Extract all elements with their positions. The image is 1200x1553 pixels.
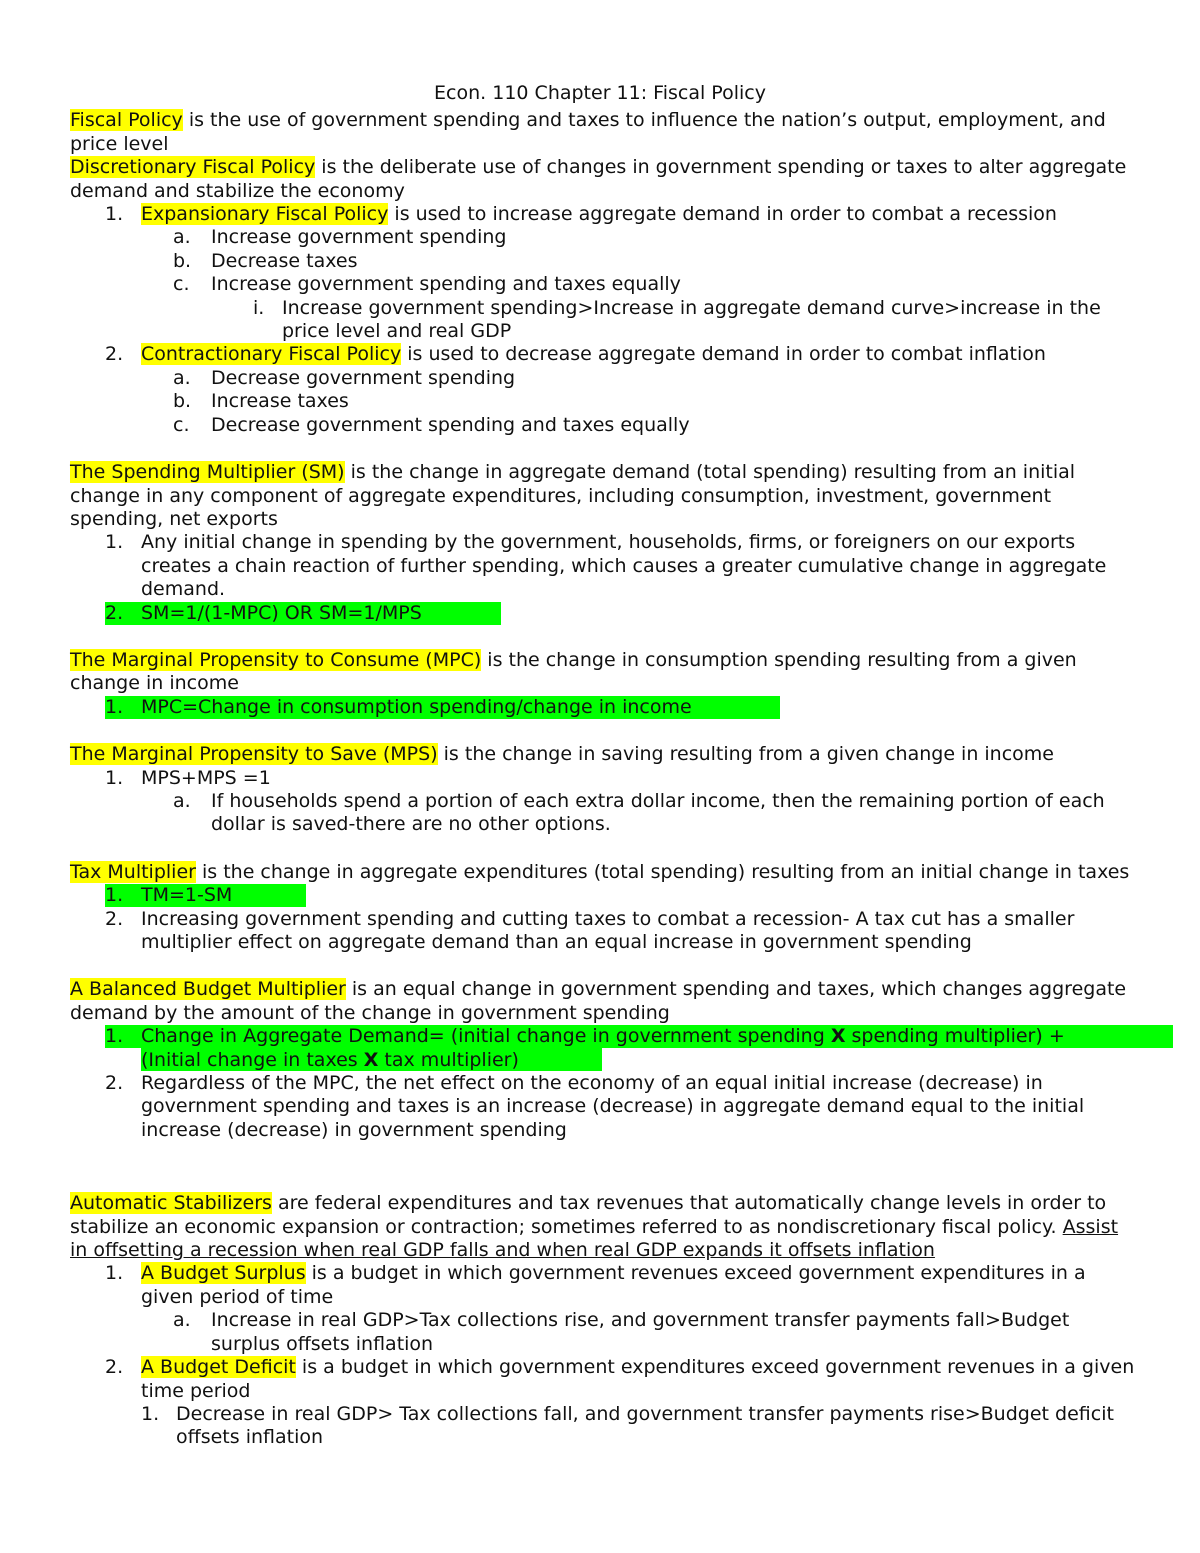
page-title: Econ. 110 Chapter 11: Fiscal Policy <box>434 82 766 104</box>
formula-text: SM=1/(1-MPC) OR SM=1/MPS <box>141 601 422 624</box>
term-mps: The Marginal Propensity to Save (MPS) <box>70 743 438 766</box>
definition-text: is an equal change in government spending and taxes, which changes aggregate demand by the amount of the change in government spending <box>70 978 1127 1024</box>
list-item <box>70 696 1140 719</box>
spacer <box>70 1142 1140 1192</box>
list-text: Decrease in real GDP> Tax collections fall, and government transfer payments rise>Budget deficit offsets inflation <box>176 1402 1114 1449</box>
term-mpc: The Marginal Propensity to Consume (MPC) <box>70 648 482 671</box>
term-budget-surplus: A Budget Surplus <box>141 1262 306 1285</box>
list-item <box>70 203 1140 226</box>
list-item <box>70 226 1140 249</box>
list-marker: a. <box>173 226 191 249</box>
list-text: Decrease government spending <box>211 366 516 389</box>
list-text: Decrease taxes <box>211 249 358 272</box>
formula-text: TM=1-SM <box>141 884 233 907</box>
term-budget-deficit: A Budget Deficit <box>141 1356 296 1379</box>
term-spending-multiplier: The Spending Multiplier (SM) <box>70 461 345 484</box>
list-marker: 2. <box>105 1072 124 1095</box>
list-text: MPS+MPS =1 <box>141 766 271 789</box>
mpc-definition <box>70 649 1140 696</box>
spacer <box>70 954 1140 978</box>
term-automatic-stabilizers: Automatic Stabilizers <box>70 1192 272 1215</box>
definition-text: are federal expenditures and tax revenues that automatically change levels in order to stabilize an economic expansion or contraction; sometimes referred to as nondiscretionary fiscal policy. <box>70 1192 1107 1238</box>
list-marker: c. <box>173 413 190 436</box>
term-tax-multiplier: Tax Multiplier <box>70 860 196 883</box>
definition-text: is used to decrease aggregate demand in order to combat inflation <box>401 343 1046 366</box>
list-marker: 1. <box>105 766 124 789</box>
list-marker: b. <box>173 249 192 272</box>
spacer <box>70 437 1140 461</box>
formula-part: Change in Aggregate Demand= (initial change in government spending <box>141 1025 831 1048</box>
list-marker: 2. <box>105 1356 124 1379</box>
list-marker: 1. <box>141 1402 160 1425</box>
list-text: If households spend a portion of each extra dollar income, then the remaining portion of each dollar is saved-there are no other options. <box>211 789 1105 836</box>
formula-part: tax multiplier) <box>378 1048 519 1071</box>
list-marker: a. <box>173 366 191 389</box>
multiply-symbol: X <box>830 1025 846 1048</box>
list-marker: 2. <box>105 907 124 930</box>
term-expansionary-fiscal-policy: Expansionary Fiscal Policy <box>141 203 389 226</box>
balanced-budget-definition <box>70 978 1140 1025</box>
list-text: Decrease government spending and taxes equally <box>211 413 690 436</box>
list-item <box>70 414 1140 437</box>
list-text: Increasing government spending and cutting taxes to combat a recession- A tax cut has a smaller multiplier effect on aggregate demand than an equal increase in government spending <box>141 907 1075 953</box>
list-item <box>70 790 1140 837</box>
spending-multiplier-definition <box>70 461 1140 531</box>
list-item <box>70 1403 1140 1450</box>
list-marker: 1. <box>105 203 124 226</box>
spacer <box>70 837 1140 861</box>
mps-definition <box>70 743 1140 766</box>
list-item <box>70 1356 1140 1403</box>
term-contractionary-fiscal-policy: Contractionary Fiscal Policy <box>141 343 402 366</box>
spacer <box>70 719 1140 743</box>
term-balanced-budget-multiplier: A Balanced Budget Multiplier <box>70 978 346 1001</box>
list-item <box>70 1025 1140 1072</box>
list-marker: i. <box>253 296 265 319</box>
list-text: Increase government spending <box>211 226 507 249</box>
list-text: Increase government spending and taxes equally <box>211 273 681 296</box>
list-marker: a. <box>173 1309 191 1332</box>
list-item <box>70 531 1140 601</box>
automatic-stabilizers-definition <box>70 1192 1140 1262</box>
list-item <box>70 1262 1140 1309</box>
document-page <box>70 82 1140 1450</box>
discretionary-definition <box>70 156 1140 203</box>
list-text: Increase in real GDP>Tax collections rise, and government transfer payments fall>Budget surplus offsets inflation <box>211 1309 1070 1355</box>
definition-text: is the change in consumption spending resulting from a given change in income <box>70 648 1077 695</box>
definition-text: is the change in saving resulting from a given change in income <box>437 743 1054 766</box>
definition-text: is used to increase aggregate demand in order to combat a recession <box>388 203 1057 226</box>
list-text: Any initial change in spending by the government, households, firms, or foreigners on our exports creates a chain reaction of further spending, which causes a greater cumulative change in aggregate demand. <box>141 531 1107 601</box>
formula-part: (Initial change in taxes <box>141 1048 364 1071</box>
list-item <box>70 367 1140 390</box>
list-marker: 1. <box>105 695 124 718</box>
list-marker: 1. <box>105 1262 124 1285</box>
list-item <box>70 767 1140 790</box>
term-discretionary-fiscal-policy: Discretionary Fiscal Policy <box>70 156 316 179</box>
list-item <box>70 908 1140 955</box>
list-marker: 2. <box>105 343 124 366</box>
list-item <box>70 343 1140 366</box>
list-text: Increase government spending>Increase in aggregate demand curve>increase in the price level and real GDP <box>282 296 1101 343</box>
list-item <box>70 250 1140 273</box>
formula-text: MPC=Change in consumption spending/change in income <box>141 695 692 718</box>
multiply-symbol: X <box>363 1048 379 1071</box>
list-item <box>70 297 1140 344</box>
spacer <box>70 625 1140 649</box>
term-fiscal-policy: Fiscal Policy <box>70 109 183 132</box>
list-item <box>70 1072 1140 1142</box>
formula-part: spending multiplier) + <box>845 1025 1065 1048</box>
list-item <box>70 390 1140 413</box>
list-marker: 1. <box>105 1025 124 1048</box>
list-marker: a. <box>173 789 191 812</box>
underlined-note: Assist in offsetting a recession when real GDP falls and when real GDP expands it offsets inflation <box>70 1215 1119 1262</box>
definition-text: is the change in aggregate expenditures (total spending) resulting from an initial change in taxes <box>195 860 1130 883</box>
list-marker: 1. <box>105 531 124 554</box>
tax-multiplier-definition <box>70 861 1140 884</box>
definition-text: is the deliberate use of changes in government spending or taxes to alter aggregate demand and stabilize the economy <box>70 156 1127 202</box>
list-item <box>70 273 1140 296</box>
list-marker: b. <box>173 390 192 413</box>
list-text: Increase taxes <box>211 390 349 413</box>
list-marker: 1. <box>105 884 124 907</box>
definition-text: is the use of government spending and taxes to influence the nation’s output, employment, and price level <box>70 109 1106 155</box>
definition-text: is a budget in which government revenues exceed government expenditures in a given period of time <box>141 1262 1086 1308</box>
definition-text: is a budget in which government expenditures exceed government revenues in a given time period <box>141 1356 1135 1402</box>
list-marker: c. <box>173 273 190 296</box>
list-item <box>70 1309 1140 1356</box>
list-marker: 2. <box>105 601 124 624</box>
list-text: Regardless of the MPC, the net effect on the economy of an equal initial increase (decrease) in government spending and taxes is an increase (decrease) in aggregate demand equal to the initial increase (decrease) in government spending <box>141 1072 1085 1141</box>
list-item <box>70 602 1140 625</box>
fiscal-policy-definition <box>70 109 1140 156</box>
definition-text: is the change in aggregate demand (total spending) resulting from an initial change in any component of aggregate expenditures, including consumption, investment, government spending, net exports <box>70 461 1076 530</box>
list-item <box>70 884 1140 907</box>
